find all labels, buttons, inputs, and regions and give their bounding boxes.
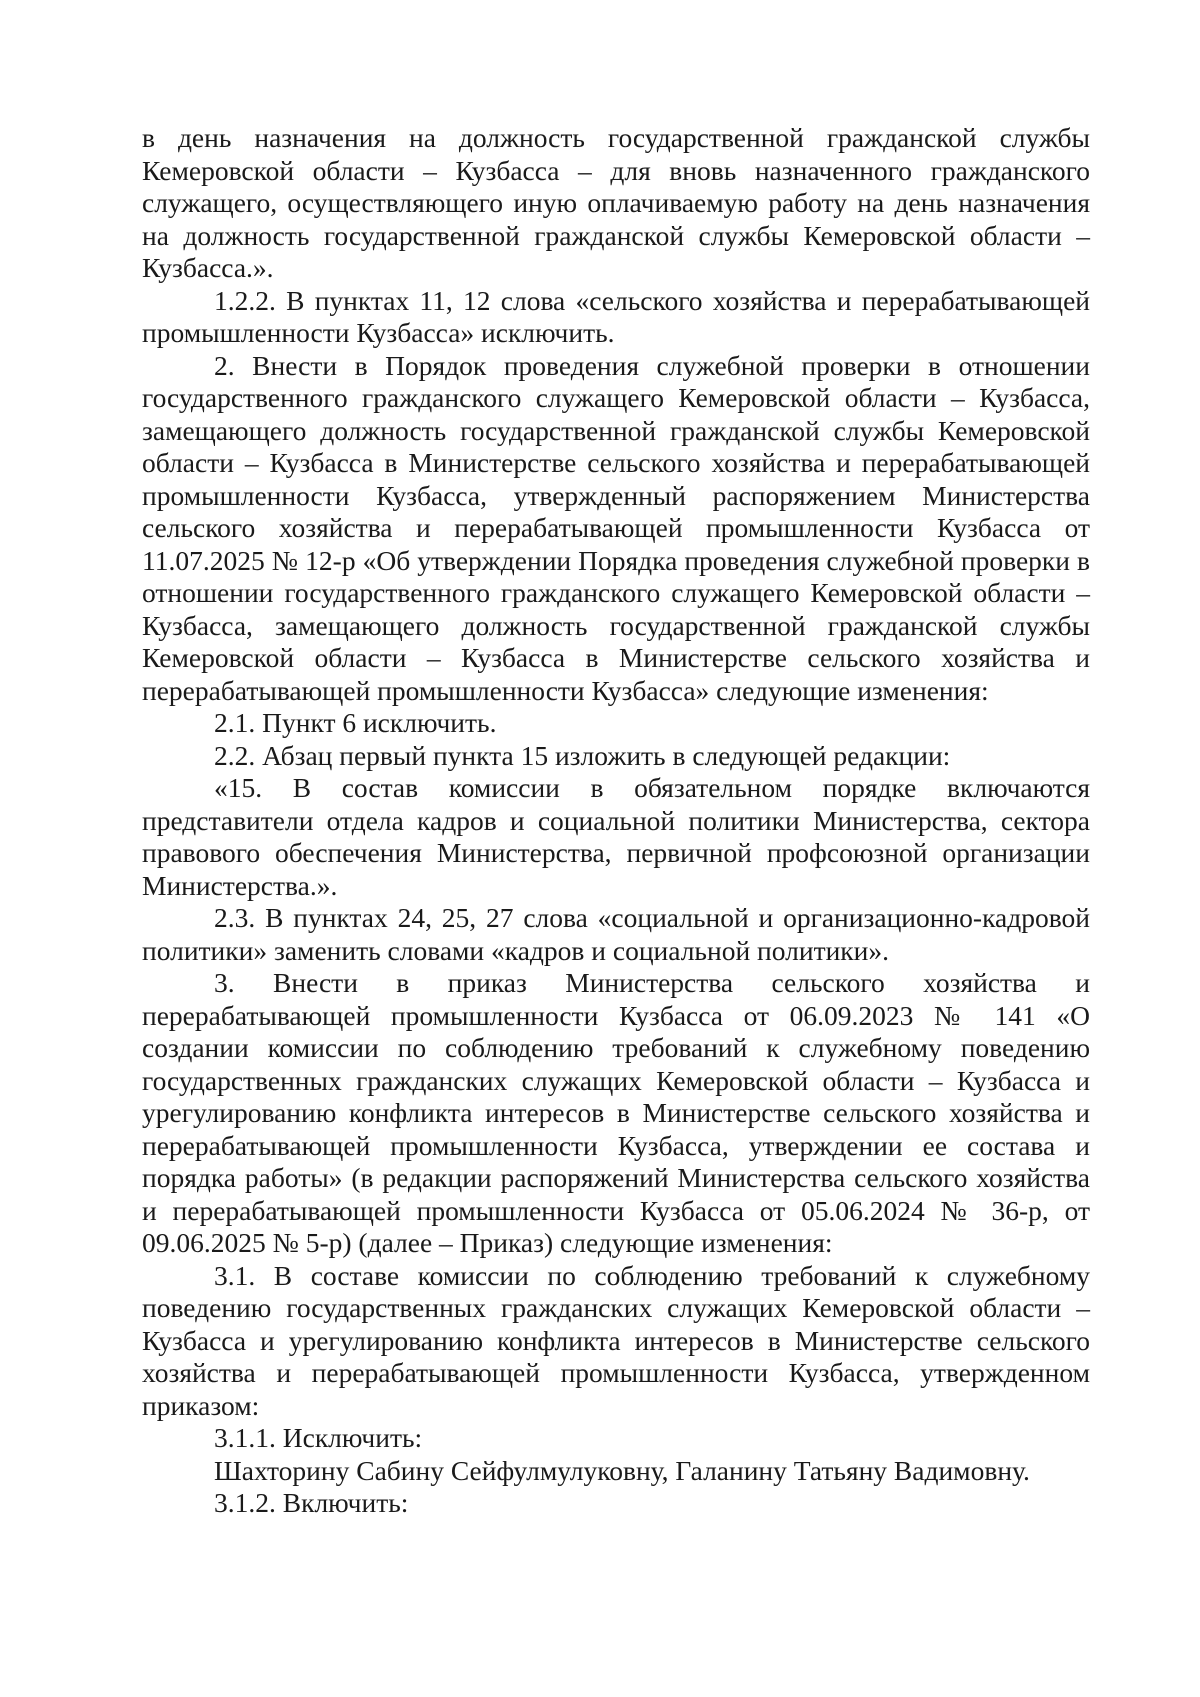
paragraph-2-2: 2.2. Абзац первый пункта 15 изложить в следующей редакции:	[214, 739, 951, 771]
paragraph-1-2-2: 1.2.2. В пунктах 11, 12 слова «сельского хозяйства и перерабатывающей промышленности Кузбасса» исключить.	[142, 284, 1090, 348]
paragraph-continuation: в день назначения на должность государственной гражданской службы Кемеровской области – Кузбасса – для вновь назначенного гражданского служащего, осуществляющего иную оплачиваемую работу на день назначения на должность государственной гражданской службы Кемеровской области – Кузбасса.».	[142, 122, 1090, 283]
paragraph-2: 2. Внести в Порядок проведения служебной проверки в отношении государственного гражданского служащего Кемеровской области – Кузбасса, замещающего должность государственной гражданской службы Кемеровской области – Кузбасса в Министерстве сельского хозяйства и перерабатывающей промышленности Кузбасса, утвержденный распоряжением Министерства сельского хозяйства и перерабатывающей промышленности Кузбасса от 11.07.2025 № 12-р «Об утверждении Порядка проведения служебной проверки в отношении государственного гражданского служащего Кемеровской области – Кузбасса, замещающего должность государственной гражданской службы Кемеровской области – Кузбасса в Министерстве сельского хозяйства и перерабатывающей промышленности Кузбасса» следующие изменения:	[142, 349, 1090, 706]
paragraph-quoted-15: «15. В состав комиссии в обязательном порядке включаются представители отдела кадров и социальной политики Министерства, сектора правового обеспечения Министерства, первичной профсоюзной организации Министерства.».	[142, 772, 1090, 901]
paragraph-2-3: 2.3. В пунктах 24, 25, 27 слова «социальной и организационно-кадровой политики» заменить словами «кадров и социальной политики».	[142, 902, 1090, 966]
paragraph-3-1-1: 3.1.1. Исключить:	[214, 1422, 423, 1453]
paragraph-excluded-names: Шахторину Сабину Сейфулмулуковну, Галанину Татьяну Вадимовну.	[214, 1454, 1030, 1486]
paragraph-3-1: 3.1. В составе комиссии по соблюдению требований к служебному поведению государственных гражданских служащих Кемеровской области – Кузбасса и урегулированию конфликта интересов в Министерстве сельского хозяйства и перерабатывающей промышленности Кузбасса, утвержденном приказом:	[142, 1259, 1090, 1421]
document-body	[142, 122, 1090, 1520]
paragraph-2-1: 2.1. Пункт 6 исключить.	[214, 707, 497, 738]
paragraph-3-1-2: 3.1.2. Включить:	[214, 1487, 409, 1518]
paragraph-3: 3. Внести в приказ Министерства сельского хозяйства и перерабатывающей промышленности Кузбасса от 06.09.2023 № 141 «О создании комиссии по соблюдению требований к служебному поведению государственных гражданских служащих Кемеровской области – Кузбасса и урегулированию конфликта интересов в Министерстве сельского хозяйства и перерабатывающей промышленности Кузбасса, утверждении ее состава и порядка работы» (в редакции распоряжений Министерства сельского хозяйства и перерабатывающей промышленности Кузбасса от 05.06.2024 № 36-р, от 09.06.2025 № 5-р) (далее – Приказ) следующие изменения:	[142, 967, 1090, 1258]
